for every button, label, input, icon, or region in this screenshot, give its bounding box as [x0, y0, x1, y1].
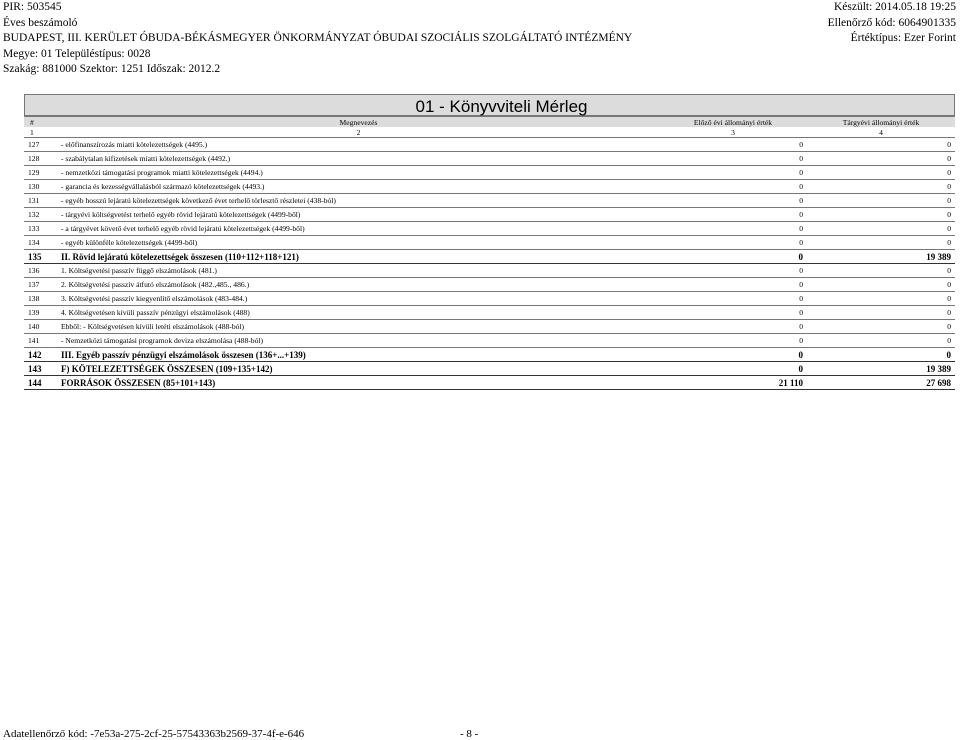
row-curr-value: 0 [807, 278, 955, 292]
table-row [24, 306, 955, 320]
table-row [24, 180, 955, 194]
row-prev-value: 0 [659, 334, 807, 348]
row-label: III. Egyéb passzív pénzügyi elszámolások összesen (136+...+139) [58, 348, 659, 362]
sector-line: Szakág: 881000 Szektor: 1251 Időszak: 2012.2 [3, 63, 221, 75]
row-prev-value: 0 [659, 278, 807, 292]
balance-table [24, 116, 955, 390]
value-type-line: Értéktípus: Ezer Forint [850, 32, 956, 44]
row-number: 142 [24, 348, 58, 362]
row-prev-value: 21 110 [659, 376, 807, 390]
row-curr-value: 0 [807, 264, 955, 278]
row-prev-value: 0 [659, 250, 807, 264]
row-curr-value: 19 389 [807, 362, 955, 376]
row-prev-value: 0 [659, 264, 807, 278]
table-row [24, 362, 955, 376]
table-row [24, 320, 955, 334]
table-row [24, 250, 955, 264]
created-line: Készült: 2014.05.18 19:25 [833, 1, 956, 13]
row-number: 140 [24, 320, 58, 334]
row-curr-value: 0 [807, 180, 955, 194]
page-number: - 8 - [460, 728, 479, 740]
row-number: 136 [24, 264, 58, 278]
row-prev-value: 0 [659, 166, 807, 180]
col-header-prev-year: Előző évi állományi érték [659, 117, 807, 128]
row-number: 132 [24, 208, 58, 222]
table-row [24, 376, 955, 390]
checksum-footer: Adatellenőrző kód: -7e53a-275-2cf-25-57543363b2569-37-4f-e-646 [3, 728, 305, 740]
row-curr-value: 0 [807, 222, 955, 236]
table-row [24, 194, 955, 208]
table-row [24, 138, 955, 152]
row-curr-value: 0 [807, 236, 955, 250]
row-prev-value: 0 [659, 180, 807, 194]
row-curr-value: 0 [807, 166, 955, 180]
row-prev-value: 0 [659, 152, 807, 166]
table-row [24, 208, 955, 222]
row-label: 2. Költségvetési passzív átfutó elszámolások (482.,485., 486.) [58, 278, 659, 292]
report-title-bar [24, 94, 955, 116]
row-label: Ebből: - Költségvetésen kívüli letéti elszámolások (488-ból) [58, 320, 659, 334]
row-label: - garancia és kezességvállalásból származó kötelezettségek (4493.) [58, 180, 659, 194]
row-curr-value: 27 698 [807, 376, 955, 390]
row-prev-value: 0 [659, 320, 807, 334]
col-number-1: 1 [24, 127, 58, 138]
row-curr-value: 0 [807, 194, 955, 208]
report-type-line: Éves beszámoló [3, 16, 78, 29]
column-header-row [24, 117, 955, 128]
row-number: 129 [24, 166, 58, 180]
row-label: 1. Költségvetési passzív függő elszámolások (481.) [58, 264, 659, 278]
row-number: 131 [24, 194, 58, 208]
row-curr-value: 0 [807, 320, 955, 334]
row-prev-value: 0 [659, 138, 807, 152]
col-number-4: 4 [807, 127, 955, 138]
table-row [24, 236, 955, 250]
row-number: 138 [24, 292, 58, 306]
report-title: 01 - Könyvviteli Mérleg [415, 97, 588, 116]
col-header-name: Megnevezés [58, 117, 659, 128]
row-curr-value: 0 [807, 334, 955, 348]
row-prev-value: 0 [659, 292, 807, 306]
county-line: Megye: 01 Településtípus: 0028 [3, 47, 151, 60]
institution-line: BUDAPEST, III. KERÜLET ÓBUDA-BÉKÁSMEGYER ÖNKORMÁNYZAT ÓBUDAI SZOCIÁLIS SZOLGÁLTATÓ INTÉZMÉNY [3, 32, 633, 44]
row-curr-value: 0 [807, 208, 955, 222]
header-right [828, 0, 956, 47]
row-label: - szabálytalan kifizetések miatti kötelezettségek (4492.) [58, 152, 659, 166]
row-curr-value: 0 [807, 138, 955, 152]
row-prev-value: 0 [659, 362, 807, 376]
row-number: 130 [24, 180, 58, 194]
row-prev-value: 0 [659, 194, 807, 208]
row-label: - előfinanszírozás miatti kötelezettségek (4495.) [58, 138, 659, 152]
row-curr-value: 0 [807, 292, 955, 306]
column-number-row [24, 127, 955, 138]
row-label: - Nemzetközi támogatási programok deviza elszámolása (488-ból) [58, 334, 659, 348]
col-header-current-year: Tárgyévi állományi érték [807, 117, 955, 128]
row-prev-value: 0 [659, 306, 807, 320]
row-label: FORRÁSOK ÖSSZESEN (85+101+143) [58, 376, 659, 390]
table-row [24, 292, 955, 306]
row-curr-value: 19 389 [807, 250, 955, 264]
row-number: 144 [24, 376, 58, 390]
table-row [24, 348, 955, 362]
row-number: 141 [24, 334, 58, 348]
row-number: 133 [24, 222, 58, 236]
row-curr-value: 0 [807, 306, 955, 320]
row-number: 128 [24, 152, 58, 166]
row-prev-value: 0 [659, 236, 807, 250]
table-row [24, 334, 955, 348]
table-row [24, 152, 955, 166]
row-prev-value: 0 [659, 348, 807, 362]
col-header-number: # [24, 117, 58, 128]
row-prev-value: 0 [659, 222, 807, 236]
table-row [24, 278, 955, 292]
row-label: - egyéb hosszú lejáratú kötelezettségek következő évet terhelő törlesztő részletei (438-ból) [58, 194, 659, 208]
row-number: 134 [24, 236, 58, 250]
row-label: - egyéb különféle kötelezettségek (4499-ből) [58, 236, 659, 250]
table-row [24, 222, 955, 236]
header-left [3, 0, 632, 78]
row-label: 3. Költségvetési passzív kiegyenlítő elszámolások (483-484.) [58, 292, 659, 306]
pir-line: PIR: 503545 [3, 1, 62, 13]
row-label: F) KÖTELEZETTSÉGEK ÖSSZESEN (109+135+142) [58, 362, 659, 376]
row-label: II. Rövid lejáratú kötelezettségek összesen (110+112+118+121) [58, 250, 659, 264]
row-label: - tárgyévi költségvetést terhelő egyéb rövid lejáratú kötelezettségek (4499-ből) [58, 208, 659, 222]
table-row [24, 264, 955, 278]
row-label: - a tárgyévet követő évet terhelő egyéb rövid lejáratú kötelezettségek (4499-ből) [58, 222, 659, 236]
row-prev-value: 0 [659, 208, 807, 222]
control-code-line: Ellenőrző kód: 6064901335 [827, 16, 956, 29]
row-number: 127 [24, 138, 58, 152]
col-number-3: 3 [659, 127, 807, 138]
row-number: 139 [24, 306, 58, 320]
table-row [24, 166, 955, 180]
row-number: 135 [24, 250, 58, 264]
row-curr-value: 0 [807, 348, 955, 362]
col-number-2: 2 [58, 127, 659, 138]
row-label: - nemzetközi támogatási programok miatti kötelezettségek (4494.) [58, 166, 659, 180]
row-number: 137 [24, 278, 58, 292]
row-number: 143 [24, 362, 58, 376]
row-label: 4. Költségvetésen kívüli passzív pénzügyi elszámolások (488) [58, 306, 659, 320]
row-curr-value: 0 [807, 152, 955, 166]
